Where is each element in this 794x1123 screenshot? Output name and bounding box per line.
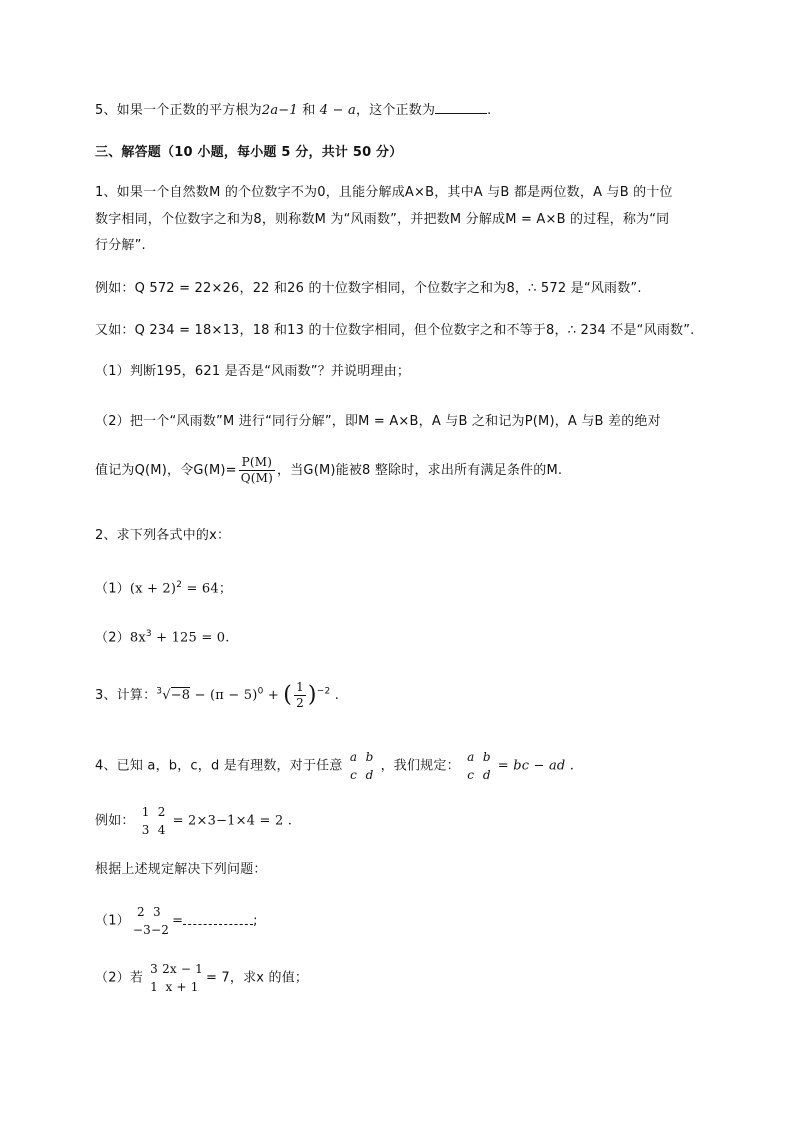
half-fraction xyxy=(294,680,306,711)
half-denominator: 2 xyxy=(296,696,304,710)
q5-end: . xyxy=(487,103,492,118)
p4-stem-c: = bc − ad . xyxy=(497,758,575,774)
det4-a: 2 xyxy=(136,905,145,919)
p4-sub1 xyxy=(95,903,745,939)
p2-stem: 2、求下列各式中的x： xyxy=(95,528,231,543)
det5-a: 3 xyxy=(150,962,158,976)
p4-stem xyxy=(95,748,745,784)
answer-blank-dashed xyxy=(183,924,253,925)
determinant-3 xyxy=(138,803,170,839)
p1-line1: 1、如果一个自然数M 的个位数字不为0，且能分解成A×B，其中A 与B 都是两位数，A 与B 的十位 xyxy=(95,185,673,200)
p1-line2: 数字相同，个位数字之和为8，则称数M 为“风雨数”，并把数M 分解成M = A×B 的过程，称为“同 xyxy=(95,212,670,227)
p3-end: . xyxy=(330,688,340,703)
p1-sub2-line2-a: 值记为Q(M)，令G(M)= xyxy=(95,463,237,478)
p2-sub2-expr-a: 8x xyxy=(129,630,146,646)
p1-example1: 例如：Q 572 = 22×26，22 和26 的十位数字相同，个位数字之和为8，∴ 572 是“风雨数”. xyxy=(95,281,642,296)
det5-c: 1 xyxy=(150,980,158,994)
p4-sub1-end: ; xyxy=(253,913,258,929)
right-paren: ) xyxy=(307,682,317,708)
det4-d: −2 xyxy=(150,923,170,937)
determinant-2 xyxy=(463,748,495,784)
p2-sub1-exponent: 2 xyxy=(176,580,183,590)
det3-a: 1 xyxy=(141,805,150,819)
p2-sub2 xyxy=(95,624,745,648)
det2-d: d xyxy=(482,768,491,782)
left-paren: ( xyxy=(283,682,293,708)
gm-fraction-denominator: Q(M) xyxy=(240,471,274,485)
p2-sub1-rhs: = 64； xyxy=(182,581,233,597)
gm-fraction-numerator: P(M) xyxy=(239,455,275,471)
cube-root-index: 3 xyxy=(156,686,163,697)
p3-mid: − (π − 5) xyxy=(190,688,258,703)
p4-stem-a: 4、已知 a，b，c，d 是有理数，对于任意 xyxy=(95,758,343,774)
det3-d: 4 xyxy=(157,823,166,837)
p4-sub2-rhs: = 7，求x 的值； xyxy=(206,970,309,986)
q5-and: 和 xyxy=(297,103,320,118)
p2-sub1-expr: (x + 2) xyxy=(129,581,177,597)
p4-example xyxy=(95,803,745,839)
det1-c: c xyxy=(350,768,358,782)
det4-b: 3 xyxy=(152,905,161,919)
p3-mid-exponent: 0 xyxy=(257,686,264,697)
p4-stem-b: ，我们规定： xyxy=(380,758,460,774)
det2-c: c xyxy=(467,768,475,782)
det5-d: x + 1 xyxy=(165,980,199,994)
q5-suffix: ，这个正数为 xyxy=(355,103,436,118)
p3-frac-exponent: −2 xyxy=(316,686,331,697)
half-numerator: 1 xyxy=(296,680,304,694)
answer-blank xyxy=(435,113,487,114)
p2-sub2-label: （2） xyxy=(95,630,130,646)
determinant-1 xyxy=(346,748,378,784)
q5-expr1: 2a−1 xyxy=(261,103,298,118)
p1-example2: 又如：Q 234 = 18×13，18 和13 的十位数字相同，但个位数字之和不等于8，∴ 234 不是“风雨数”. xyxy=(95,323,695,338)
p3-plus: + xyxy=(263,688,284,703)
det2-b: b xyxy=(482,750,491,764)
p4-sub2-label: （2）若 xyxy=(95,970,144,986)
radicand: −8 xyxy=(170,688,191,703)
p4-example-label: 例如： xyxy=(95,813,135,829)
gm-fraction xyxy=(239,455,275,486)
p1-sub2-line2 xyxy=(95,455,745,486)
det3-c: 3 xyxy=(141,823,150,837)
det1-a: a xyxy=(349,750,358,764)
question-5-fill xyxy=(95,101,745,121)
radical-sign: √ xyxy=(162,688,171,703)
section-heading: 三、解答题（10 小题，每小题 5 分，共计 50 分） xyxy=(95,145,403,160)
p2-sub1 xyxy=(95,575,745,599)
det3-b: 2 xyxy=(157,805,166,819)
p2-sub2-exponent: 3 xyxy=(145,629,152,639)
p2-sub1-label: （1） xyxy=(95,581,130,597)
p4-intro: 根据上述规定解决下列问题： xyxy=(95,862,267,877)
det1-b: b xyxy=(365,750,374,764)
p4-sub1-rhs: = xyxy=(172,913,184,929)
determinant-5 xyxy=(146,960,203,996)
p3-label: 3、计算： xyxy=(95,688,157,703)
det2-a: a xyxy=(467,750,475,764)
p3-line xyxy=(95,680,745,711)
p1-sub1: （1）判断195，621 是否是“风雨数”？并说明理由； xyxy=(95,364,411,379)
p1-line3: 行分解”. xyxy=(95,238,146,253)
determinant-4 xyxy=(133,903,169,939)
det4-c: −3 xyxy=(132,923,151,937)
det5-b: 2x − 1 xyxy=(162,962,203,976)
p4-sub2 xyxy=(95,960,745,996)
p2-sub2-expr-b: + 125 = 0. xyxy=(151,630,230,646)
p1-sub2-line1: （2）把一个“风雨数”M 进行“同行分解”，即M = A×B，A 与B 之和记为P(M)，A 与B 差的绝对 xyxy=(95,414,661,429)
q5-prefix: 5、如果一个正数的平方根为 xyxy=(95,103,262,118)
q5-expr2: 4 − a xyxy=(319,103,356,118)
det1-d: d xyxy=(365,768,374,782)
p1-sub2-line2-b: ，当G(M)能被8 整除时，求出所有满足条件的M. xyxy=(277,463,563,478)
p4-example-rhs: = 2×3−1×4 = 2 . xyxy=(172,813,293,829)
p4-sub1-label: （1） xyxy=(95,913,130,929)
